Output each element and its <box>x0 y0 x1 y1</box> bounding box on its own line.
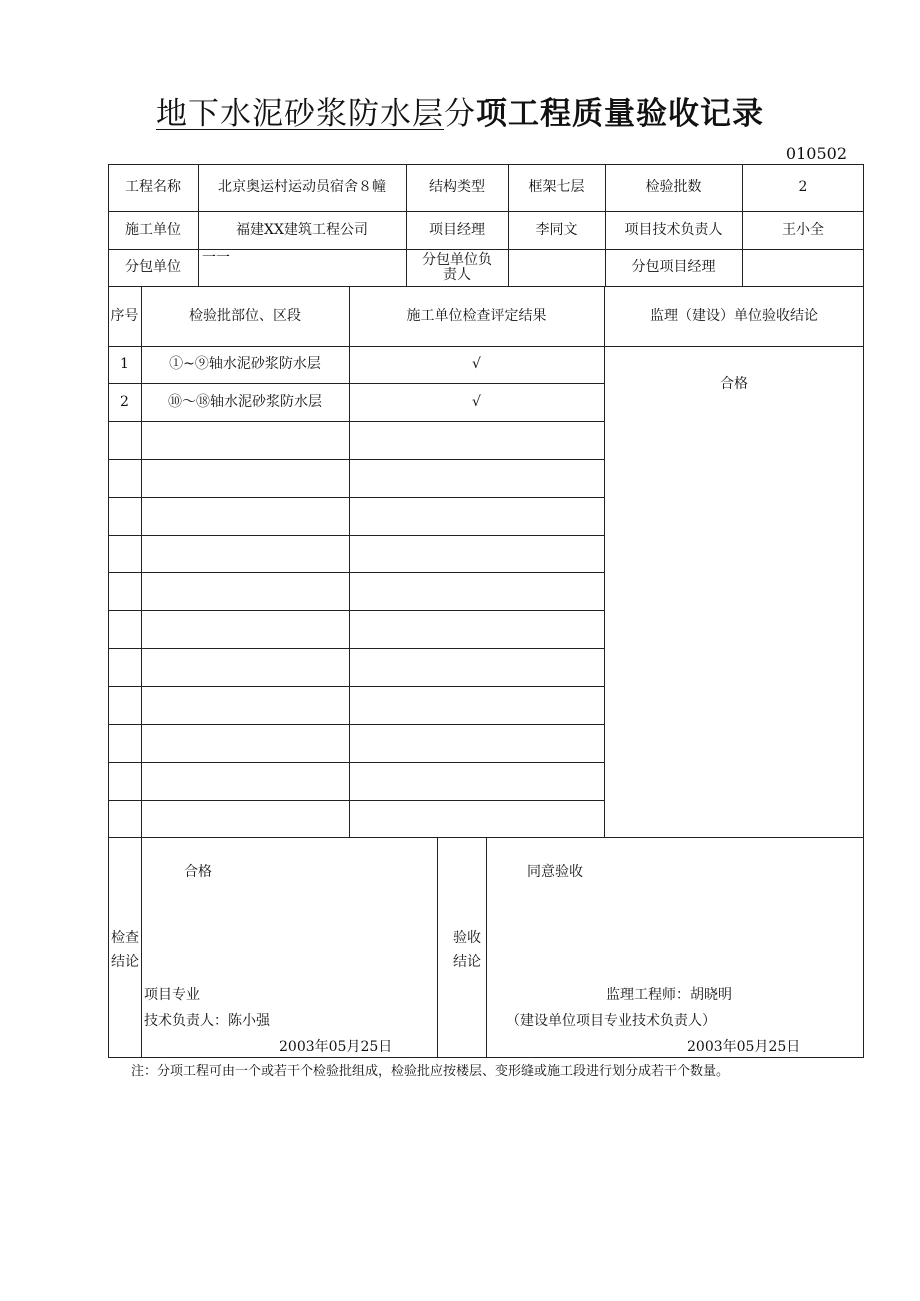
footnote: 注：分项工程可由一个或若干个检验批组成，检验批应按楼层、变形缝或施工段进行划分成若干个数量。 <box>131 1064 730 1079</box>
structure-type-label: 结构类型 <box>429 179 485 196</box>
header-seq: 序号 <box>110 307 139 324</box>
accept-conclusion-label: 验收结论 <box>453 930 481 970</box>
sub-lead-label: 分包单位负责人 <box>422 251 492 283</box>
structure-type-value: 框架七层 <box>528 179 585 196</box>
table-row-location: ①~⑨轴水泥砂浆防水层 <box>169 356 321 373</box>
check-sign-line1: 项目专业 <box>144 987 200 1003</box>
check-conclusion-label: 检查结论 <box>111 930 139 970</box>
table-row-seq: 1 <box>120 356 129 373</box>
table-row-seq: 2 <box>120 393 129 410</box>
batch-count-value: 2 <box>798 179 808 196</box>
title-underlined: 地下水泥砂浆防水层 <box>156 96 444 132</box>
title-bold: 项工程质量验收记录 <box>476 96 764 132</box>
contractor-value: 福建XX建筑工程公司 <box>236 221 368 238</box>
accept-conclusion-text: 同意验收 <box>527 864 583 880</box>
header-supervisor-conclusion: 监理（建设）单位验收结论 <box>650 307 818 324</box>
table-row-result: √ <box>472 356 481 373</box>
contractor-label: 施工单位 <box>125 221 181 238</box>
sub-pm-label: 分包项目经理 <box>631 259 716 276</box>
project-name-label: 工程名称 <box>125 179 181 196</box>
subcontractor-label: 分包单位 <box>125 259 181 276</box>
tech-lead-label: 项目技术负责人 <box>624 221 723 238</box>
supervisor-conclusion-text: 合格 <box>720 375 748 392</box>
accept-sign-line2: （建设单位项目专业技术负责人） <box>506 1013 716 1029</box>
check-conclusion-text: 合格 <box>184 864 212 880</box>
project-name-value: 北京奥运村运动员宿舍８幢 <box>218 179 386 196</box>
page-title <box>0 88 920 133</box>
batch-count-label: 检验批数 <box>645 179 702 196</box>
accept-sign-line1: 监理工程师：胡晓明 <box>606 987 732 1003</box>
title-prefix: 分 <box>444 96 476 132</box>
header-location: 检验批部位、区段 <box>189 307 301 324</box>
check-date: 2003年05月25日 <box>279 1039 393 1055</box>
header-contractor-result: 施工单位检查评定结果 <box>406 307 547 324</box>
table-row-location: ⑩～⑱轴水泥砂浆防水层 <box>168 393 322 410</box>
project-manager-label: 项目经理 <box>429 221 485 238</box>
table-row-result: √ <box>472 393 481 410</box>
form-code: 010502 <box>785 144 847 163</box>
subcontractor-value: 一一 <box>202 250 230 266</box>
tech-lead-value: 王小全 <box>782 221 824 238</box>
sub-pm-value <box>742 249 864 286</box>
check-sign-line2: 技术负责人：陈小强 <box>144 1013 270 1029</box>
project-manager-value: 李同文 <box>535 221 578 238</box>
accept-date: 2003年05月25日 <box>687 1039 801 1055</box>
sub-lead-value <box>508 249 605 286</box>
